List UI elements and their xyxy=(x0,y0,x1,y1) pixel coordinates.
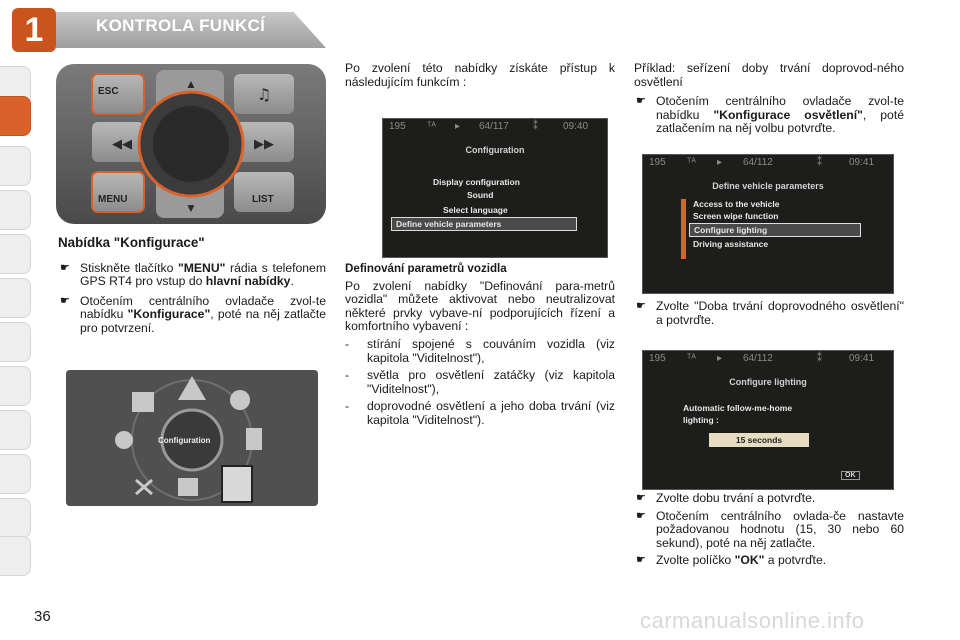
screen-status-bar: 195 ᵀᴬ ▸ 64/112 ⁑ 09:41 xyxy=(649,353,875,364)
instruction-bullet: ☛ Otočením centrálního ovlada-če nastavte požadovanou hodnotu (15, 30 nebo 60 sekund), poté na něj zatlačte. xyxy=(636,508,904,550)
example-intro: Příklad: seřízení doby trvání doprovod-ného osvětlení xyxy=(634,61,904,89)
middle-intro: Po zvolení této nabídky získáte přístup k následujícím funkcím : xyxy=(345,61,615,89)
wheel-center-label: Configuration xyxy=(158,436,211,445)
chapter-tab[interactable] xyxy=(0,278,31,318)
watermark-url: carmanualsonline.info xyxy=(640,608,865,633)
svg-text:▲: ▲ xyxy=(185,77,197,91)
instruction-bullet: ☛ Stiskněte tlačítko "MENU" rádia s telefonem GPS RT4 pro vstup do hlavní nabídky. xyxy=(60,260,326,289)
right-column-top xyxy=(634,62,904,136)
svg-text:♫: ♫ xyxy=(256,85,272,104)
menu-item[interactable]: Screen wipe function xyxy=(693,211,779,221)
instruction-bullet: ☛ Zvolte "Doba trvání doprovodného osvětlení" a potvrďte. xyxy=(636,299,904,327)
chapter-tab[interactable] xyxy=(0,454,31,494)
left-column xyxy=(58,236,326,336)
list-button-label[interactable]: LIST xyxy=(252,194,274,205)
setting-label: Automatic follow-me-home xyxy=(683,403,793,413)
svg-text:◀◀: ◀◀ xyxy=(112,136,132,151)
configure-lighting-screen xyxy=(642,350,894,490)
menu-item[interactable]: Access to the vehicle xyxy=(693,199,780,209)
configuration-screen xyxy=(382,118,608,258)
chapter-tab[interactable] xyxy=(0,322,31,362)
chapter-tab[interactable] xyxy=(0,234,31,274)
chapter-tab[interactable] xyxy=(0,146,31,186)
page-header xyxy=(0,0,960,58)
instruction-bullet: ☛ Otočením centrálního ovladače zvol-te nabídku "Konfigurace", poté na něj zatlačte pro potvrzení. xyxy=(60,293,326,335)
right-column-bottom xyxy=(634,492,904,568)
middle-column xyxy=(345,262,615,428)
page-number: 36 xyxy=(34,608,51,625)
screen-status-bar: 195 ᵀᴬ ▸ 64/112 ⁑ 09:41 xyxy=(649,157,875,168)
page-title: KONTROLA FUNKCÍ xyxy=(96,16,266,35)
vehicle-parameters-screen xyxy=(642,154,894,294)
right-column-mid xyxy=(634,296,904,327)
radio-control-panel-photo xyxy=(56,64,326,224)
menu-button-label[interactable]: MENU xyxy=(98,194,128,205)
chapter-tab[interactable] xyxy=(0,190,31,230)
pointing-hand-icon: ☛ xyxy=(636,95,646,108)
chapter-tab[interactable] xyxy=(0,498,31,538)
instruction-bullet: ☛ Zvolte dobu trvání a potvrďte. xyxy=(636,491,816,505)
chapter-tab[interactable] xyxy=(0,536,31,576)
chapter-tab-active[interactable] xyxy=(0,96,31,136)
section-heading: Nabídka "Konfigurace" xyxy=(58,235,205,250)
chapter-tabs xyxy=(0,66,34,576)
configuration-wheel-photo xyxy=(66,370,318,506)
chapter-tab[interactable] xyxy=(0,410,31,450)
pointing-hand-icon: ☛ xyxy=(60,261,70,274)
instruction-bullet: ☛ Zvolte políčko "OK" a potvrďte. xyxy=(636,553,827,568)
duration-value-field[interactable]: 15 seconds xyxy=(709,433,809,447)
menu-item[interactable]: Driving assistance xyxy=(693,239,769,249)
list-item: - doprovodné osvětlení a jeho doba trvání (viz kapitola "Viditelnost"). xyxy=(345,399,615,427)
pointing-hand-icon: ☛ xyxy=(636,509,646,522)
chapter-tab[interactable] xyxy=(0,366,31,406)
svg-text:▶▶: ▶▶ xyxy=(254,136,274,151)
menu-item-selected[interactable]: Define vehicle parameters xyxy=(391,217,577,231)
menu-item-selected[interactable]: Configure lighting xyxy=(689,223,861,237)
list-item: - světla pro osvětlení zatáčky (viz kapitola "Viditelnost"), xyxy=(345,368,615,396)
instruction-bullet: ☛ Otočením centrálního ovladače zvol-te nabídku "Konfigurace osvětlení", poté zatlačením na něj volbu potvrďte. xyxy=(636,94,904,136)
setting-label: lighting : xyxy=(683,415,719,425)
list-item: - stírání spojené s couváním vozidla (viz kapitola "Viditelnost"), xyxy=(345,336,615,365)
screen-title: Configure lighting xyxy=(729,377,807,387)
ok-button[interactable]: OK xyxy=(841,471,860,480)
screen-title: Define vehicle parameters xyxy=(712,181,824,191)
svg-text:▼: ▼ xyxy=(185,201,197,215)
esc-button-label[interactable]: ESC xyxy=(98,86,119,97)
chapter-badge: 1 xyxy=(12,8,56,52)
screen-status-bar: 195 ᵀᴬ ▸ 64/117 ⁑ 09:40 xyxy=(389,121,589,132)
menu-item[interactable]: Display configuration xyxy=(433,177,520,187)
pointing-hand-icon: ☛ xyxy=(636,300,646,312)
scroll-indicator xyxy=(681,199,686,259)
pointing-hand-icon: ☛ xyxy=(60,294,70,307)
subsection-heading: Definování parametrů vozidla xyxy=(345,262,507,275)
pointing-hand-icon: ☛ xyxy=(636,554,646,567)
body-paragraph: Po zvolení nabídky "Definování para-metrů vozidla" můžete aktivovat nebo neutralizovat některé prvky vybave-ní podporujících řízení a komfortního vybavení : xyxy=(345,278,615,334)
pointing-hand-icon: ☛ xyxy=(636,492,646,504)
menu-item[interactable]: Select language xyxy=(443,205,508,215)
screen-title: Configuration xyxy=(465,145,525,155)
menu-item[interactable]: Sound xyxy=(467,190,494,200)
